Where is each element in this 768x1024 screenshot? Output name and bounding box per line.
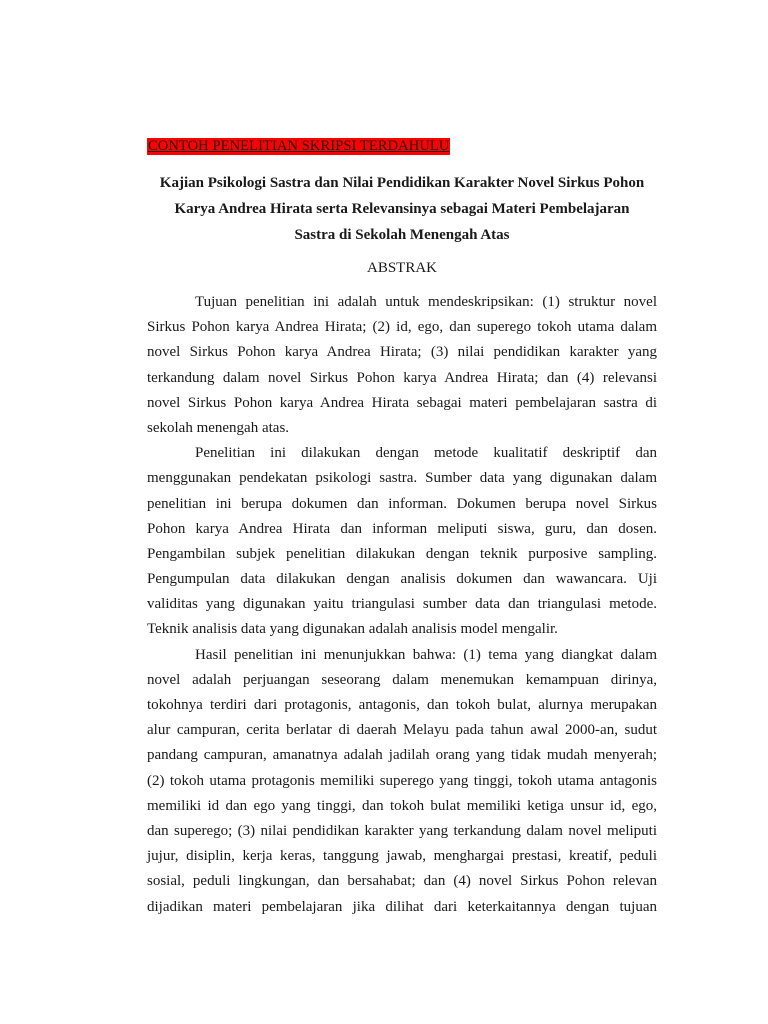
highlighted-heading: CONTOH PENELITIAN SKRIPSI TERDAHULU: [148, 138, 450, 154]
abstract-body: [147, 290, 657, 920]
text-line: memiliki id dan ego yang tinggi, dan tokoh bulat memiliki ketiga unsur id, ego,: [147, 797, 657, 814]
text-line: terkandung dalam novel Sirkus Pohon karya Andrea Hirata; dan (4) relevansi: [147, 369, 657, 386]
text-line: Penelitian ini dilakukan dengan metode kualitatif deskriptif dan: [195, 445, 657, 462]
title-line: Karya Andrea Hirata serta Relevansinya sebagai Materi Pembelajaran: [174, 201, 630, 217]
text-line: pandang campuran, amanatnya adalah jadilah orang yang tidak mudah menyerah;: [147, 747, 657, 764]
text-line: Sirkus Pohon karya Andrea Hirata; (2) id, ego, dan superego tokoh utama dalam: [147, 319, 657, 336]
title-line: Sastra di Sekolah Menengah Atas: [294, 227, 510, 243]
title-line: Kajian Psikologi Sastra dan Nilai Pendidikan Karakter Novel Sirkus Pohon: [159, 175, 645, 191]
text-line: Hasil penelitian ini menunjukkan bahwa: (1) tema yang diangkat dalam: [195, 646, 657, 663]
text-line: jujur, disiplin, kerja keras, tanggung jawab, menghargai prestasi, kreatif, peduli: [147, 848, 657, 865]
text-line: Teknik analisis data yang digunakan adalah analisis model mengalir.: [147, 621, 558, 638]
text-line: Pengambilan subjek penelitian dilakukan dengan teknik purposive sampling.: [147, 545, 657, 562]
text-line: Pohon karya Andrea Hirata dan informan meliputi siswa, guru, dan dosen.: [147, 520, 657, 537]
text-line: validitas yang digunakan yaitu triangulasi sumber data dan triangulasi metode.: [147, 596, 657, 613]
thesis-title: [147, 170, 657, 248]
text-line: menggunakan pendekatan psikologi sastra. Sumber data yang digunakan dalam: [147, 470, 657, 487]
text-line: (2) tokoh utama protagonis memiliki superego yang tinggi, tokoh utama antagonis: [147, 772, 657, 789]
text-line: alur campuran, cerita berlatar di daerah Melayu pada tahun awal 2000-an, sudut: [147, 722, 657, 739]
text-line: dan superego; (3) nilai pendidikan karakter yang terkandung dalam novel meliputi: [147, 822, 657, 839]
text-line: novel Sirkus Pohon karya Andrea Hirata sebagai materi pembelajaran sastra di: [147, 394, 657, 411]
text-line: sekolah menengah atas.: [147, 419, 290, 436]
text-line: Pengumpulan data dilakukan dengan analisis dokumen dan wawancara. Uji: [147, 571, 657, 588]
text-line: dijadikan materi pembelajaran jika dilihat dari keterkaitannya dengan tujuan: [147, 898, 657, 915]
text-line: Tujuan penelitian ini adalah untuk mendeskripsikan: (1) struktur novel: [195, 294, 657, 310]
text-line: penelitian ini berupa dokumen dan informan. Dokumen berupa novel Sirkus: [147, 495, 657, 512]
text-line: tokohnya terdiri dari protagonis, antagonis, dan tokoh bulat, alurnya merupakan: [147, 697, 657, 713]
text-line: novel Sirkus Pohon karya Andrea Hirata; (3) nilai pendidikan karakter yang: [147, 344, 657, 361]
text-line: sosial, peduli lingkungan, dan bersahabat; dan (4) novel Sirkus Pohon relevan: [147, 873, 657, 890]
text-line: novel adalah perjuangan seseorang dalam menemukan kemampuan dirinya,: [147, 671, 657, 688]
abstract-heading: ABSTRAK: [366, 260, 437, 276]
